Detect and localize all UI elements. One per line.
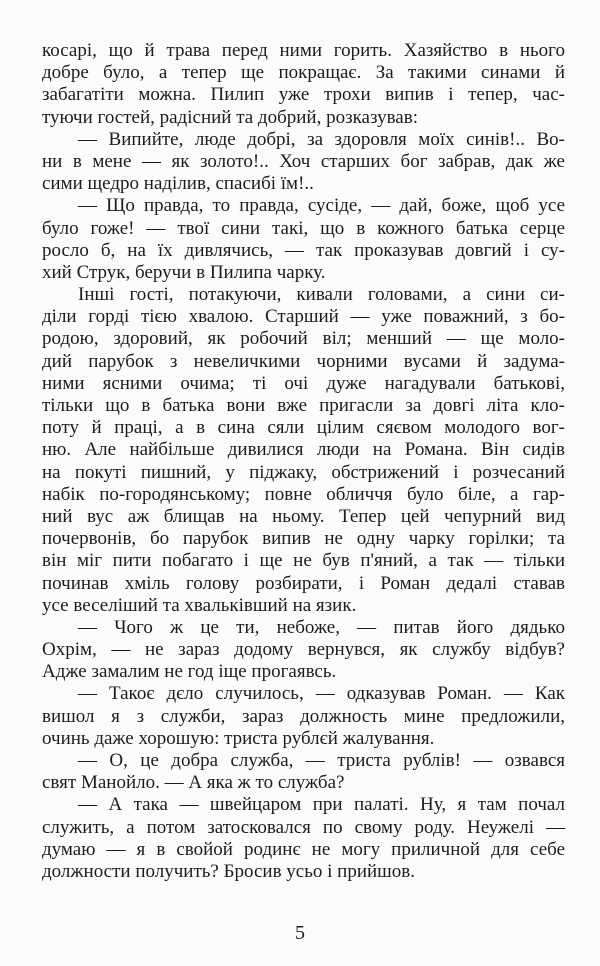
- text-line: тільки що в батька вони вже пригасли за довгі літа кло-: [42, 395, 565, 416]
- text-line: думаю — я в свойой родинє не могу приличной для себе: [42, 838, 565, 860]
- text-line: — Що правда, то правда, сусіде, — дай, боже, щоб усе: [78, 195, 565, 217]
- text-line: — А така — швейцаром при палаті. Ну, я там почал: [78, 794, 565, 816]
- text-line: на покуті пишний, у піджаку, обстрижений і розчесаний: [42, 461, 565, 483]
- text-line: туючи гостей, радісний та добрий, розказував:: [42, 106, 418, 128]
- text-line: — Випийте, люде добрі, за здоровля моїх синів!.. Во-: [78, 128, 565, 150]
- text-line: набік по-городянському; повне обличчя було біле, а гар-: [42, 483, 565, 505]
- text-line: ний вус аж блищав на ньому. Тепер цей чепурний вид: [42, 505, 565, 527]
- text-line: добре було, а тепер ще покращає. За такими синами й: [42, 62, 565, 84]
- text-line: діли горді тією хвалою. Старший — уже поважний, з бо-: [42, 306, 565, 328]
- text-line: вишол я з служби, зараз должность мине предложили,: [42, 705, 565, 727]
- text-line: ни в мене — як золото!.. Хоч старших бог забрав, дак же: [42, 150, 565, 172]
- text-line: косарі, що й трава перед ними горить. Хазяйство в нього: [42, 40, 565, 61]
- text-line: — Чого ж це ти, небоже, — питав його дядько: [78, 616, 565, 638]
- text-line: хий Струк, беручи в Пилипа чарку.: [42, 261, 326, 283]
- text-line: Інші гості, потакуючи, кивали головами, а сини си-: [78, 284, 565, 306]
- text-line: — Такоє дєло случилось, — одказував Роман. — Как: [78, 683, 565, 705]
- text-line: должности получить? Бросив усьо і прийшов.: [42, 860, 416, 882]
- text-line: поту й праці, а в сина сяли цілим сяєвом молодого вог-: [42, 417, 565, 439]
- text-line: починав хміль голову розбирати, і Роман дедалі ставав: [42, 572, 565, 594]
- text-line: служить, а потом затосковался по свому роду. Неужелі —: [42, 816, 565, 838]
- text-line: він міг пити побагато і ще не був п'яний, а так — тільки: [42, 550, 565, 572]
- text-line: ню. Але найбільше дивилися люди на Романа. Він сидів: [42, 439, 565, 461]
- text-line: ними ясними очима; ті очі дуже нагадували батькові,: [42, 372, 565, 394]
- page-number: 5: [295, 922, 305, 944]
- text-line: родою, здоровий, як робочий віл; менший — ще моло-: [42, 328, 565, 350]
- text-line: сими щедро наділив, спасибі їм!..: [42, 173, 314, 195]
- text-line: було гоже! — твої сини такі, що в кожного батька серце: [42, 217, 565, 239]
- text-line: дий парубок з невеличкими чорними вусами й задума-: [42, 350, 565, 372]
- text-line: росло б, на їх дивлячись, — так проказував довгий і су-: [42, 239, 565, 261]
- text-line: усе веселіший та хвальківший на язик.: [42, 594, 357, 616]
- text-line: свят Манойло. — А яка ж то служба?: [42, 772, 345, 794]
- text-line: — О, це добра служба, — триста рублів! — озвався: [78, 750, 565, 771]
- text-line: почервонів, бо парубок випив не одну чарку горілки; та: [42, 528, 565, 550]
- text-line: Адже замалим не год іще прогаявсь.: [42, 661, 337, 683]
- text-line: очинь даже хорошую: триста рублєй жалування.: [42, 727, 435, 749]
- book-page-text: [42, 40, 565, 883]
- text-line: Охрім, — не зараз додому вернувся, як службу відбув?: [42, 639, 565, 661]
- text-line: забагатіти можна. Пилип уже трохи випив і тепер, час-: [42, 84, 565, 106]
